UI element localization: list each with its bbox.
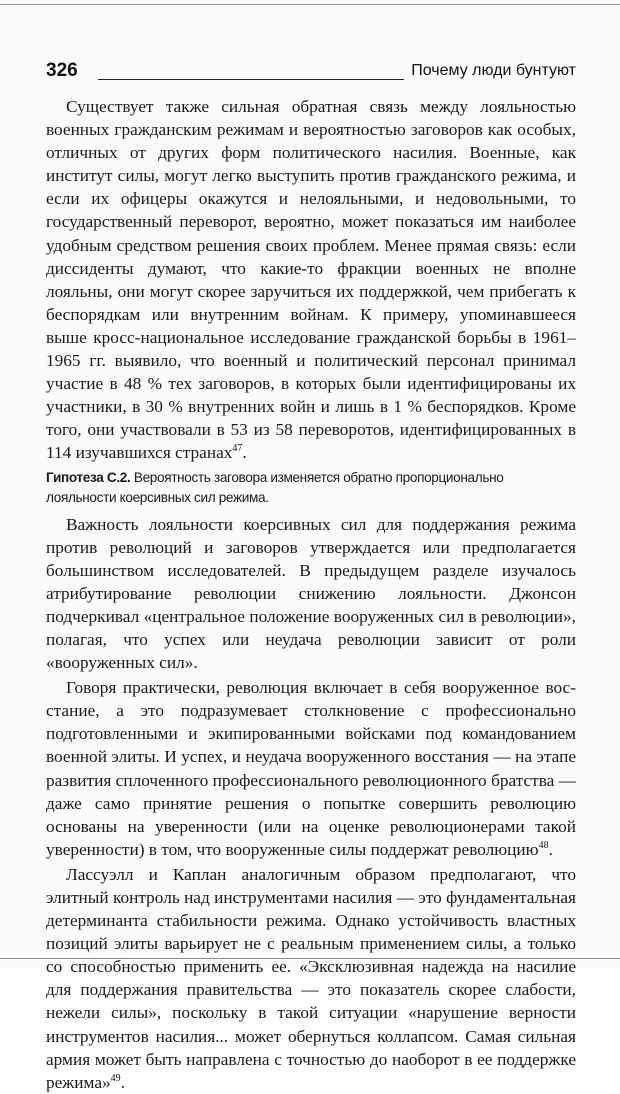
page-body [46, 95, 576, 1094]
footnote-ref-47: 47 [232, 443, 243, 455]
paragraph-3: Говоря практически, революция включает в себя вооруженное восстание, а это подразумевает столкновение с профессионально подготовленными и экипированными войсками под командованием военной элиты. И успех, и неудача вооруженного восстания — на этапе развития сплоченного профессионального революционного братства — даже само принятие решения о попытке совершить революцию основаны на уверенности (или на оценке революционерами такой уверенности) в том, что вооруженные силы поддержат революцию$^{48}$. [46, 678, 576, 859]
paragraph-1: Существует также сильная обратная связь между лояльностью военных гражданским режимам и вероятностью заговоров как особых, отличных от других форм политического насилия. Военные, как институт силы, могут легко выступить против гражданского режима, и если их офицеры окажутся и нелояльными, и недовольными, то государственный переворот, вероятно, может показаться им наиболее удобным средством решения своих проблем. Менее прямая связь: если диссиденты думают, что какие-то фракции военных не вполне лояльны, они могут скорее заручиться их поддержкой, чем прибегать к беспорядкам или внутренним войнам. К примеру, упоминавшееся выше кросс-национальное исследование гражданской борьбы в 1961–1965 гг. выявило, что военный и политический персонал принимал участие в 48 % тех заговоров, в которых были идентифицированы их участники, в 30 % внутренних войн и лишь в 1 % беспорядков. Кроме того, они участвовали в 53 из 58 переворотов, идентифицированных в 114 изучавшихся странах$^{47}$. [46, 97, 576, 463]
bottom-edge-rule [0, 958, 620, 959]
header-rule [98, 79, 404, 80]
paragraph-4: Лассуэлл и Каплан аналогичным образом предполагают, что элитный контроль над инструментами насилия — это фундаментальная детерминанта стабильности режима. Однако устойчивость властных позиций элиты варьирует не с реальным применением силы, а только со способностью применить ее. «Эксклюзивная надежда на насилие для поддержания правительства — это показатель скорее слабости, нежели силы», поскольку в такой ситуации «нарушение верности инструментов насилия... может обернуться коллапсом. Самая сильная армия может быть направлена с точностью до наоборот в ее поддержке режима»$^{49}$. [46, 864, 576, 1092]
paragraph-1-text: Существует также сильная обратная связь между лояльностью военных гражданским режимам и вероятностью заговоров как особых, отличных от других форм политического насилия. Военные, как институт силы, могут легко выступить против гражданского режима, и если их офицеры окажутся и нелояльными, и недовольными, то государственный переворот, вероятно, может показаться им наиболее удобным средством решения своих проблем. Менее прямая связь: если диссиденты думают, что какие-то фракции военных не вполне лояльны, они могут скорее заручиться их поддержкой, чем прибегать к беспорядкам или внутренним войнам. К примеру, упоминавшееся выше кросс-национальное исследование гражданской борьбы в 1961–1965 гг. выявило, что военный и политический персонал принимал участие в 48 % тех заговоров, в которых были идентифицированы их участники, в 30 % внутренних войн и лишь в 1 % беспорядков. Кроме того, они участвовали в 53 из 58 переворотов, идентифицированных в 114 изучавшихся странах [46, 97, 576, 463]
footnote-ref-49: 49 [110, 1072, 121, 1084]
paragraph-3-text: Говоря практически, революция включает в себя вооруженное восстание, а это подразумевает столкновение с профессионально подготовленными и экипированными войсками под командованием военной элиты. И успех, и неудача вооруженного восстания — на этапе развития сплоченного профессионального революционного братства — даже само принятие решения о попытке совершить революцию основаны на уверенности (или на оценке революционерами такой уверенности) в том, что вооруженные силы поддержат революцию [46, 678, 576, 859]
hypothesis-c2 [46, 468, 576, 508]
page-number: 326 [46, 60, 78, 81]
hypothesis-text: Вероятность заговора изменяется обратно пропорционально лояльности коерсивных сил режима. [46, 469, 504, 505]
paragraph-4-text: Лассуэлл и Каплан аналогичным образом предполагают, что элитный контроль над инструментами насилия — это фундаментальная детерминанта стабильности режима. Однако устойчивость властных позиций элиты варьирует не с реальным применением силы, а только со способностью применить ее. «Эксклюзивная надежда на насилие для поддержания правительства — это показатель скорее слабости, нежели силы», поскольку в такой ситуации «нарушение верности инструментов насилия... может обернуться коллапсом. Самая сильная армия может быть направлена с точностью до наоборот в ее поддержке режима» [46, 864, 576, 1092]
top-edge-rule [0, 4, 620, 5]
page-header [46, 58, 576, 84]
paragraph-2-text: Важность лояльности коерсивных сил для поддержания режима против революций и заговоров утверждается или предполагается большинством исследователей. В предыдущем разделе изучалось атрибутирование революции снижению лояльности. Джонсон подчеркивал «центральное положение вооруженных сил в революции», полагая, что успех или неудача революции зависит от роли «вооруженных сил». [46, 514, 576, 673]
footnote-ref-48: 48 [538, 840, 549, 852]
running-title: Почему люди бунтуют [411, 62, 576, 79]
hypothesis-label: Гипотеза С.2. [46, 469, 131, 485]
paragraph-2 [46, 513, 576, 675]
